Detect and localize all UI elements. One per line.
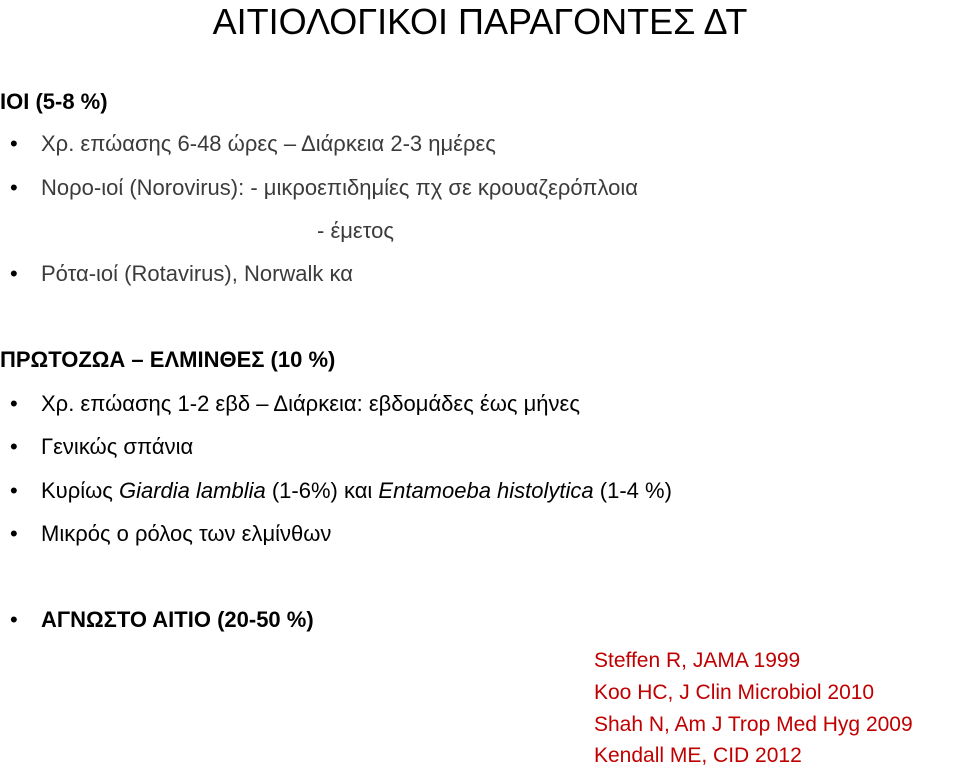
reference-shah: Shah N, Am J Trop Med Hyg 2009 — [594, 713, 913, 736]
unknown-heading: ΑΓΝΩΣΤΟ ΑΙΤΙΟ (20-50 %) — [41, 607, 314, 632]
reference-steffen: Steffen R, JAMA 1999 — [594, 649, 801, 672]
viruses-heading: ΙΟΙ (5-8 %) — [0, 89, 108, 114]
giardia-organism: Giardia lamblia — [119, 478, 266, 503]
protozoa-heading: ΠΡΩΤΟΖΩΑ – ΕΛΜΙΝΘΕΣ (10 %) — [0, 347, 336, 372]
giardia-prefix: Κυρίως — [41, 478, 119, 503]
bullet-icon: • — [10, 175, 18, 200]
bullet-icon: • — [10, 521, 18, 546]
bullet-icon: • — [10, 607, 18, 632]
protozoa-bullet-incubation: Χρ. επώασης 1-2 εβδ – Διάρκεια: εβδομάδες έως μήνες — [41, 391, 580, 416]
bullet-icon: • — [10, 131, 18, 156]
giardia-middle: (1-6%) και — [265, 478, 379, 503]
bullet-icon: • — [10, 261, 18, 286]
reference-koo: Koo HC, J Clin Microbiol 2010 — [594, 681, 875, 704]
slide-title: ΑΙΤΙΟΛΟΓΙΚΟΙ ΠΑΡΑΓΟΝΤΕΣ ΔΤ — [212, 1, 748, 42]
protozoa-bullet-helminths: Μικρός ο ρόλος των ελμίνθων — [41, 521, 332, 546]
entamoeba-organism: Entamoeba histolytica — [378, 478, 594, 503]
viruses-bullet-rotavirus: Ρότα-ιοί (Rotavirus), Norwalk κα — [41, 261, 353, 286]
protozoa-bullet-giardia — [41, 477, 672, 505]
bullet-icon: • — [10, 434, 18, 459]
protozoa-bullet-rare: Γενικώς σπάνια — [41, 434, 194, 459]
giardia-suffix: (1-4 %) — [593, 478, 672, 503]
viruses-bullet-incubation: Χρ. επώασης 6-48 ώρες – Διάρκεια 2-3 ημέρες — [41, 131, 496, 156]
viruses-bullet-norovirus: Νορο-ιοί (Norovirus): - μικροεπιδημίες πχ σε κρουαζερόπλοια — [41, 175, 638, 200]
bullet-icon: • — [10, 391, 18, 416]
viruses-continuation: - έμετος — [317, 218, 394, 243]
reference-kendall: Kendall ME, CID 2012 — [594, 744, 802, 767]
bullet-icon: • — [10, 478, 18, 503]
